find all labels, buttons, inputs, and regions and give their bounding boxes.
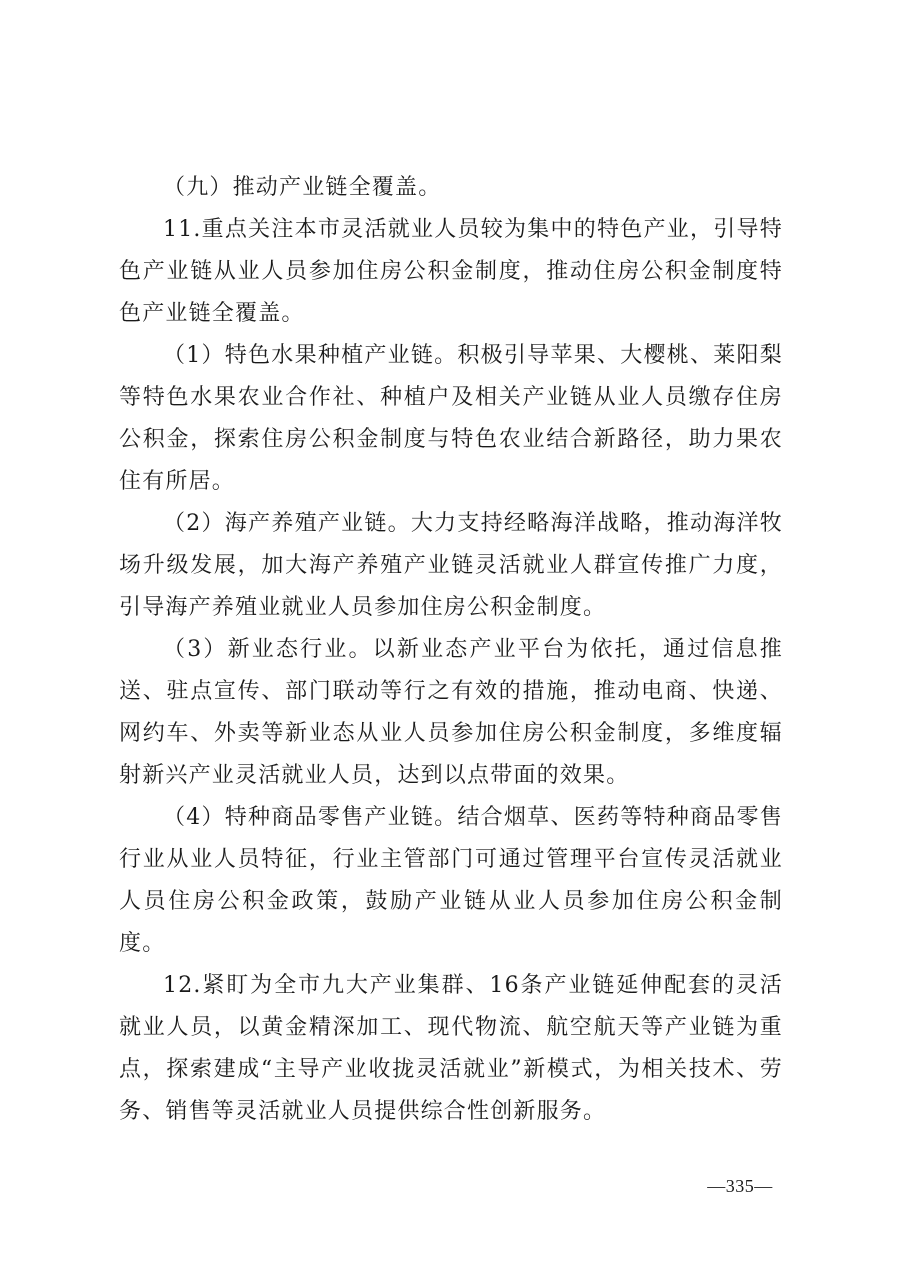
section-heading: （九）推动产业链全覆盖。 [163, 175, 442, 200]
paragraph-new-business: （3）新业态行业。以新业态产业平台为依托，通过信息推送、驻点宣传、部门联动等行之有效的措施，推动电商、快递、网约车、外卖等新业态从业人员参加住房公积金制度，多维度辐射新兴产业灵活就业人员，达到以点带面的效果。 [119, 637, 783, 788]
paragraph-seafood-chain: （2）海产养殖产业链。大力支持经略海洋战略，推动海洋牧场升级发展，加大海产养殖产业链灵活就业人群宣传推广力度，引导海产养殖业就业人员参加住房公积金制度。 [119, 511, 783, 620]
paragraph-special-retail: （4）特种商品零售产业链。结合烟草、医药等特种商品零售行业从业人员特征，行业主管部门可通过管理平台宣传灵活就业人员住房公积金政策，鼓励产业链从业人员参加住房公积金制度。 [119, 805, 783, 956]
page-number: —335— [707, 1176, 773, 1196]
paragraph-item-12: 12.紧盯为全市九大产业集群、16条产业链延伸配套的灵活就业人员，以黄金精深加工、现代物流、航空航天等产业链为重点，探索建成“主导产业收拢灵活就业”新模式，为相关技术、劳务、销售等灵活就业人员提供综合性创新服务。 [119, 973, 783, 1124]
document-body [119, 167, 783, 1133]
paragraph-fruit-chain: （1）特色水果种植产业链。积极引导苹果、大樱桃、莱阳梨等特色水果农业合作社、种植户及相关产业链从业人员缴存住房公积金，探索住房公积金制度与特色农业结合新路径，助力果农住有所居。 [119, 343, 783, 494]
paragraph-item-11: 11.重点关注本市灵活就业人员较为集中的特色产业，引导特色产业链从业人员参加住房公积金制度，推动住房公积金制度特色产业链全覆盖。 [119, 217, 783, 326]
